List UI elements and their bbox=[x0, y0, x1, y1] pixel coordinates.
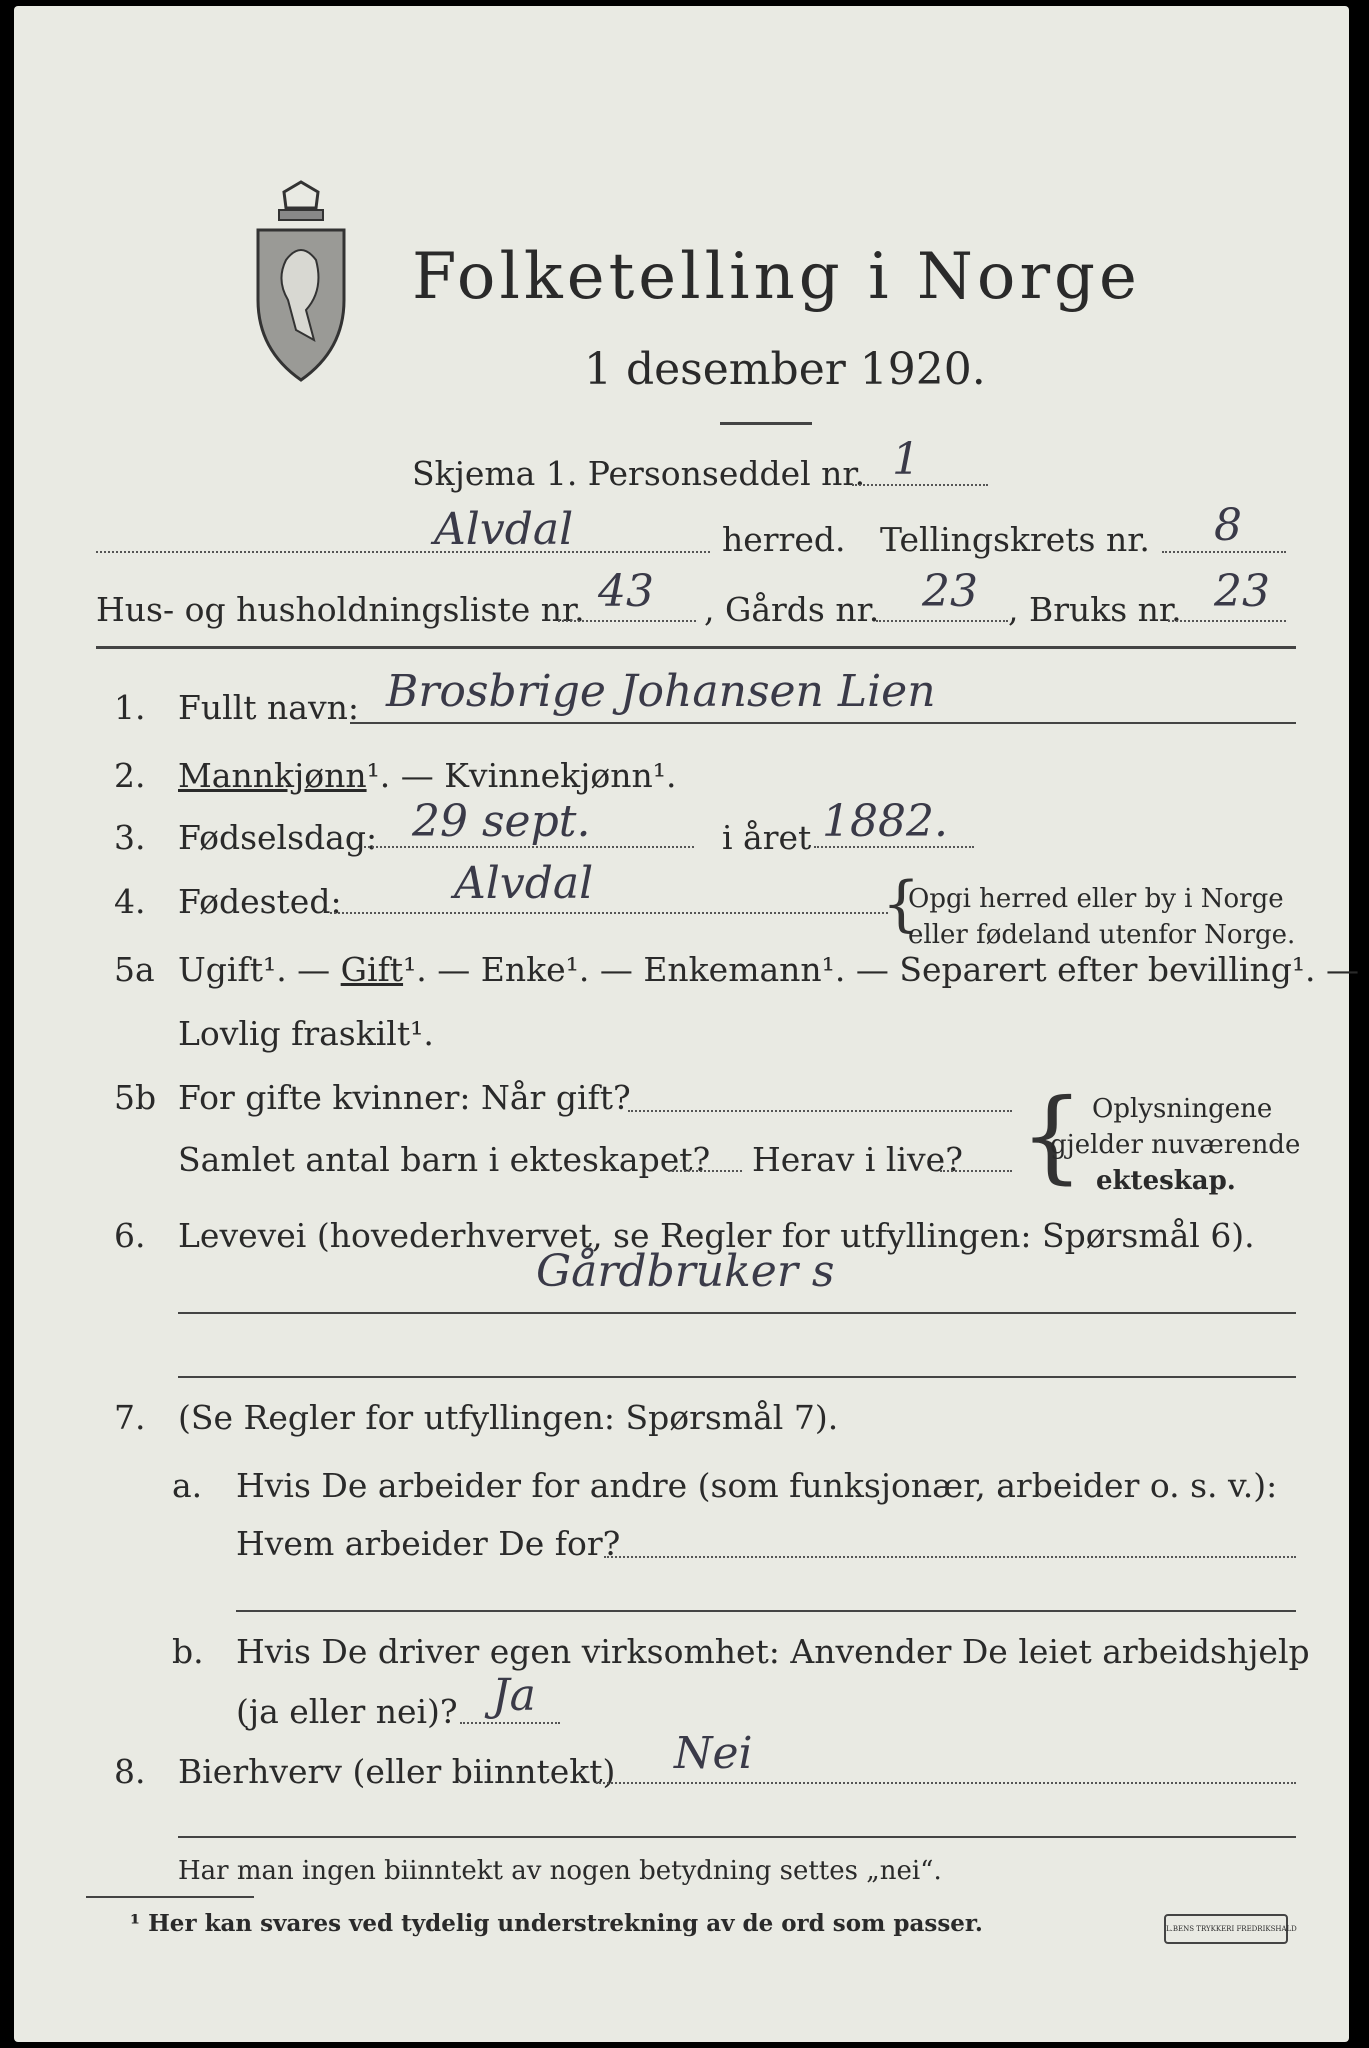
personseddel-field[interactable] bbox=[852, 484, 988, 486]
q1-field[interactable] bbox=[350, 722, 1296, 724]
q5b-barn-field[interactable] bbox=[668, 1170, 742, 1172]
herred-value: Alvdal bbox=[434, 504, 574, 555]
q6-number: 6. bbox=[114, 1216, 146, 1255]
q3-year-value: 1882. bbox=[822, 796, 948, 847]
bruks-label: , Bruks nr. bbox=[1008, 590, 1182, 629]
q5b-note-line2: gjelder nuværende bbox=[1050, 1130, 1301, 1160]
q4-number: 4. bbox=[114, 882, 146, 921]
q7b-field[interactable] bbox=[460, 1722, 560, 1724]
hus-value: 43 bbox=[598, 566, 654, 617]
q3-year-label: i året bbox=[722, 818, 812, 857]
q7b-letter: b. bbox=[172, 1632, 204, 1671]
q5b-i-live-field[interactable] bbox=[940, 1170, 1012, 1172]
form-title: Folketelling i Norge bbox=[412, 240, 1141, 314]
q8-field[interactable] bbox=[596, 1782, 1296, 1784]
q5a-number: 5a bbox=[114, 950, 155, 989]
q4-note-line1: Opgi herred eller by i Norge bbox=[908, 884, 1284, 914]
q7b-value: Ja bbox=[492, 1670, 536, 1721]
census-form-page bbox=[14, 6, 1360, 2042]
q5b-label-barn: Samlet antal barn i ekteskapet? bbox=[178, 1140, 711, 1179]
footnote: ¹ Her kan svares ved tydelig understrekning av de ord som passer. bbox=[130, 1910, 983, 1937]
q2-kvinnekjonn[interactable]: Kvinnekjønn¹. bbox=[444, 756, 677, 795]
q6-field-line2[interactable] bbox=[178, 1376, 1296, 1378]
herred-label: herred. bbox=[722, 520, 846, 559]
hus-field[interactable] bbox=[558, 620, 696, 622]
personseddel-value: 1 bbox=[892, 434, 920, 485]
q5b-label-i-live: Herav i live? bbox=[752, 1140, 963, 1179]
q7a-field-line2[interactable] bbox=[236, 1610, 1296, 1612]
tellingskrets-label: Tellingskrets nr. bbox=[880, 520, 1150, 559]
q5b-note-line3: ekteskap. bbox=[1096, 1166, 1236, 1196]
printer-stamp bbox=[1164, 1914, 1297, 1944]
q7a-label2: Hvem arbeider De for? bbox=[236, 1524, 621, 1563]
q7a-letter: a. bbox=[172, 1466, 203, 1505]
bruks-field[interactable] bbox=[1168, 620, 1286, 622]
title-rule bbox=[720, 422, 812, 425]
q4-note-line2: eller fødeland utenfor Norge. bbox=[908, 920, 1296, 950]
gards-field[interactable] bbox=[876, 620, 1008, 622]
q3-label: Fødselsdag: bbox=[178, 818, 378, 857]
q1-number: 1. bbox=[114, 688, 146, 727]
header-divider bbox=[96, 646, 1296, 649]
q5a-gift[interactable]: Gift bbox=[340, 950, 404, 989]
q5b-nar-gift-field[interactable] bbox=[628, 1110, 1012, 1112]
q7a-field[interactable] bbox=[604, 1556, 1296, 1558]
q6-value: Gårdbruker s bbox=[536, 1246, 835, 1297]
q7b-label: Hvis De driver egen virksomhet: Anvender De leiet arbeidshjelp bbox=[236, 1632, 1310, 1671]
q5a-ugift[interactable]: Ugift¹. — bbox=[178, 950, 341, 989]
q8-label: Bierhverv (eller biinntekt) bbox=[178, 1752, 616, 1791]
q4-brace: { bbox=[882, 869, 921, 939]
herred-field[interactable] bbox=[96, 551, 710, 553]
q8-note: Har man ingen biinntekt av nogen betydning settes „nei“. bbox=[178, 1856, 942, 1886]
q4-field[interactable] bbox=[330, 912, 888, 914]
q1-value: Brosbrige Johansen Lien bbox=[386, 666, 936, 717]
q6-label: Levevei (hovederhvervet, se Regler for utfyllingen: Spørsmål 6). bbox=[178, 1216, 1255, 1255]
q3-value: 29 sept. bbox=[412, 796, 591, 847]
q5a-options[interactable]: ¹. — Enke¹. — Enkemann¹. — Separert efter bevilling¹. — bbox=[403, 950, 1360, 989]
census-date: 1 desember 1920. bbox=[584, 344, 986, 395]
q6-field-line1[interactable] bbox=[178, 1312, 1296, 1314]
skjema-label: Skjema 1. Personseddel nr. bbox=[412, 454, 866, 493]
printer-stamp-text: L.BENS TRYKKERI FREDRIKSHALD bbox=[1166, 1925, 1297, 1933]
q7-number: 7. bbox=[114, 1398, 146, 1437]
q8-number: 8. bbox=[114, 1752, 146, 1791]
q7-label: (Se Regler for utfyllingen: Spørsmål 7). bbox=[178, 1398, 839, 1437]
hus-label: Hus- og husholdningsliste nr. bbox=[96, 590, 585, 629]
q5b-note-line1: Oplysningene bbox=[1092, 1094, 1273, 1124]
norwegian-coat-of-arms bbox=[246, 180, 356, 390]
q7b-label2: (ja eller nei)? bbox=[236, 1692, 458, 1731]
q5a-lovlig-fraskilt[interactable]: Lovlig fraskilt¹. bbox=[178, 1014, 434, 1053]
q4-value: Alvdal bbox=[454, 858, 594, 909]
q8-field-line2[interactable] bbox=[178, 1836, 1296, 1838]
tellingskrets-field[interactable] bbox=[1162, 551, 1286, 553]
q2-number: 2. bbox=[114, 756, 146, 795]
q5b-number: 5b bbox=[114, 1078, 157, 1117]
footnote-rule bbox=[86, 1896, 254, 1898]
q4-label: Fødested: bbox=[178, 882, 342, 921]
q5b-label-nar-gift: For gifte kvinner: Når gift? bbox=[178, 1078, 631, 1117]
q5b-brace: { bbox=[1020, 1077, 1084, 1194]
gards-label: , Gårds nr. bbox=[704, 590, 880, 629]
q8-value: Nei bbox=[674, 1728, 753, 1779]
tellingskrets-value: 8 bbox=[1214, 500, 1242, 551]
q2-mannkjonn[interactable]: Mannkjønn bbox=[178, 756, 367, 795]
q1-label: Fullt navn: bbox=[178, 688, 359, 727]
q2-separator: ¹. — bbox=[366, 756, 445, 795]
gards-value: 23 bbox=[922, 566, 978, 617]
q7a-label: Hvis De arbeider for andre (som funksjonær, arbeider o. s. v.): bbox=[236, 1466, 1278, 1505]
q3-number: 3. bbox=[114, 818, 146, 857]
bruks-value: 23 bbox=[1214, 566, 1270, 617]
